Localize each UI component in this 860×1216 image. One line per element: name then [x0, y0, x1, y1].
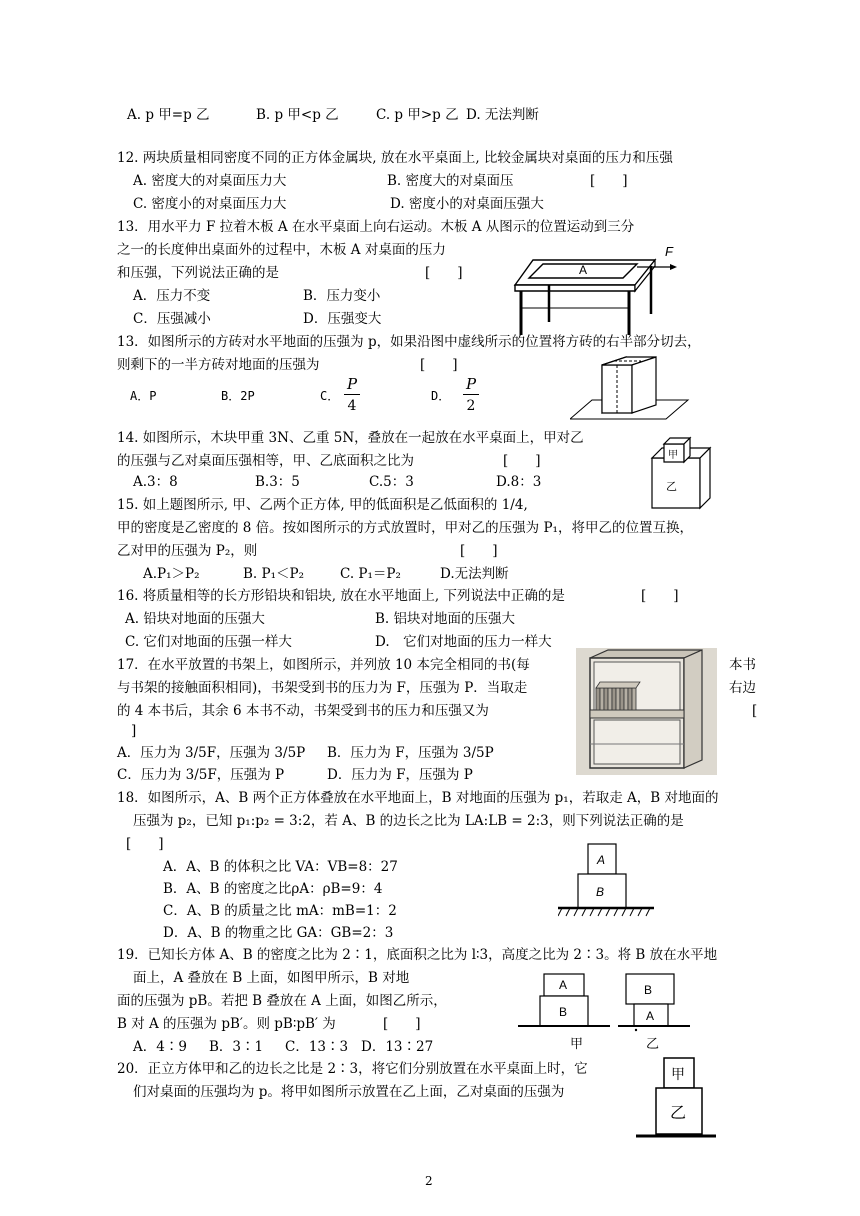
q17-stem-line3-right: [ [752, 703, 758, 719]
q14-option-b: B.3：5 [255, 474, 300, 490]
q18-option-d: D．A、B 的物重之比 GA：GB=2：3 [163, 925, 394, 941]
q19-stem-line3: 面的压强为 pB。若把 B 叠放在 A 上面，如图乙所示， [117, 993, 447, 1009]
q12-bracket: [ ] [590, 173, 628, 189]
q13a-option-a: A．压力不变 [133, 288, 211, 304]
q18-stem-line2: 压强为 p₂，已知 p₁:p₂ = 3:2，若 A、B 的边长之比为 LA:LB = 2:3，则下列说法正确的是 [133, 813, 684, 829]
q15-option-a: A.P₁＞P₂ [143, 566, 200, 582]
q14-bracket: [ ] [503, 453, 541, 469]
q16-option-b: B. 铝块对地面的压强大 [375, 611, 516, 627]
cube-yi-label: 乙 [670, 1105, 687, 1122]
q15-option-d: D.无法判断 [440, 566, 509, 582]
q19-option-d: D．13∶27 [361, 1039, 434, 1055]
fig-jia-top-label: A [559, 978, 568, 992]
fig-yi-caption: 乙 [646, 1036, 660, 1051]
fig-jia-bottom-label: B [559, 1005, 568, 1019]
q17-stem-line1: 17．在水平放置的书架上，如图所示，并列放 10 本完全相同的书(每 [117, 657, 530, 673]
q19-stem-line2: 面上，A 叠放在 B 上面，如图甲所示，B 对地 [133, 970, 410, 986]
q15-option-c: C. P₁＝P₂ [340, 566, 401, 582]
q13a-stem-line3: 和压强，下列说法正确的是 [117, 265, 279, 281]
q13b-option-c-label: C． [320, 389, 340, 403]
q19-stem-line4: B 对 A 的压强为 pB′。则 pB∶pB′ 为 [117, 1016, 336, 1032]
block-yi-label: 乙 [666, 481, 677, 493]
q11-option-c: C. p 甲>p 乙 [376, 107, 459, 123]
q18-stem-line1: 18．如图所示，A、B 两个正方体叠放在水平地面上，B 对地面的压强为 p₁，若取走 A，B 对地面的 [117, 790, 719, 806]
bookshelf-photo [576, 648, 717, 775]
q13a-stem-line2: 之一的长度伸出桌面外的过程中，木板 A 对桌面的压力 [117, 242, 446, 258]
q13a-option-b: B．压力变小 [303, 288, 381, 304]
q19-option-b: B．3∶1 [209, 1039, 264, 1055]
q15-stem-line2: 甲的密度是乙密度的 8 倍。按如图所示的方式放置时，甲对乙的压强为 P₁，将甲乙的位置互换， [117, 520, 693, 536]
q11-option-d: D. 无法判断 [466, 107, 539, 123]
q13b-option-d-numerator: P [465, 375, 477, 393]
cube-a-label: A [597, 853, 606, 867]
q15-stem-line3: 乙对甲的压强为 P₂，则 [117, 543, 258, 559]
q19-option-c: C．13∶3 [285, 1039, 349, 1055]
cubes-jia-yi-figure [636, 1054, 722, 1144]
q17-option-c: C．压力为 3/5F，压强为 P [117, 767, 285, 783]
q17-stem-line4: ] [131, 723, 137, 739]
q19-bracket: [ ] [383, 1016, 421, 1032]
q13b-option-b: B．2P [221, 389, 255, 403]
q16-stem: 16. 将质量相等的长方形铅块和铝块, 放在水平地面上, 下列说法中正确的是 [117, 588, 565, 604]
q18-option-a: A．A、B 的体积之比 VA：VB=8：27 [163, 859, 398, 875]
q20-stem-line2: 们对桌面的压强均为 p。将甲如图所示放置在乙上面，乙对桌面的压强为 [133, 1084, 565, 1100]
q17-option-d: D．压力为 F，压强为 P [327, 767, 473, 783]
stacked-blocks-figure [642, 432, 722, 510]
q13a-stem-line1: 13．用水平力 F 拉着木板 A 在水平桌面上向右运动。木板 A 从图示的位置运动到三分 [117, 219, 635, 235]
q18-option-b: B．A、B 的密度之比ρA：ρB=9：4 [163, 881, 383, 897]
cube-b-label: B [596, 885, 605, 899]
q13b-option-d-label: D． [431, 389, 451, 403]
q19-option-a: A．4∶9 [133, 1039, 187, 1055]
q12-option-a: A. 密度大的对桌面压力大 [133, 173, 287, 189]
q13b-option-c-denominator: 4 [347, 398, 357, 414]
q16-option-d: D. 它们对地面的压力一样大 [375, 634, 552, 650]
q17-stem-line2: 与书架的接触面积相同)，书架受到书的压力为 F，压强为 P．当取走 [117, 680, 528, 696]
fig-jia-caption: 甲 [570, 1036, 584, 1051]
q13a-option-d: D．压强变大 [303, 311, 382, 327]
q12-option-c: C. 密度小的对桌面压力大 [133, 196, 287, 212]
q13a-bracket: [ ] [425, 265, 463, 281]
fig-yi-top-label: B [644, 983, 653, 997]
q14-stem-line2: 的压强与乙对桌面压强相等，甲、乙底面积之比为 [117, 453, 414, 469]
q12-option-d: D. 密度小的对桌面压强大 [390, 196, 544, 212]
q17-stem-line3: 的 4 本书后，其余 6 本书不动，书架受到书的压力和压强又为 [117, 703, 489, 719]
page-number: 2 [425, 1174, 433, 1188]
q19-stem-line1: 19．已知长方体 A、B 的密度之比为 2∶1，底面积之比为 l∶3，高度之比为 2∶3。将 B 放在水平地 [117, 947, 718, 963]
stacked-ab-figures [518, 970, 690, 1052]
q13b-stem-line2: 则剩下的一半方砖对地面的压强为 [117, 357, 320, 373]
q16-bracket: [ ] [641, 588, 679, 604]
q15-bracket: [ ] [460, 543, 498, 559]
board-a-label: A [579, 263, 588, 277]
q13b-option-c-numerator: P [346, 375, 358, 393]
q11-option-b: B. p 甲<p 乙 [256, 107, 339, 123]
q14-option-d: D.8：3 [496, 474, 542, 490]
table-board-figure [505, 240, 685, 340]
q17-stem-line2-right: 右边 [729, 680, 756, 696]
fig-yi-bottom-label: A [646, 1009, 655, 1023]
q11-option-a: A. p 甲=p 乙 [127, 107, 210, 123]
block-jia-label: 甲 [668, 450, 678, 461]
q13b-option-a: A．P [130, 389, 157, 403]
q17-option-a: A．压力为 3/5F，压强为 3/5P [117, 745, 306, 761]
force-f-label: F [665, 244, 673, 259]
q12-option-b: B. 密度大的对桌面压 [387, 173, 514, 189]
q18-stem-line3: [ ] [126, 836, 164, 852]
q17-option-b: B．压力为 F，压强为 3/5P [327, 745, 494, 761]
q16-option-a: A. 铅块对地面的压强大 [125, 611, 265, 627]
q13b-option-d-denominator: 2 [466, 398, 476, 414]
q13b-option-d-fraction-bar [463, 394, 479, 395]
q18-option-c: C．A、B 的质量之比 mA：mB=1：2 [163, 903, 397, 919]
q13b-bracket: [ ] [420, 357, 458, 373]
q13a-option-c: C．压强减小 [133, 311, 211, 327]
cubes-ab-figure [558, 840, 658, 920]
q14-option-a: A.3：8 [133, 474, 178, 490]
q12-stem: 12. 两块质量相同密度不同的正方体金属块, 放在水平桌面上, 比较金属块对桌面的压力和压强 [117, 150, 673, 166]
cube-jia-label: 甲 [671, 1066, 685, 1082]
q17-stem-line1-right: 本书 [729, 657, 756, 673]
q15-option-b: B. P₁＜P₂ [243, 566, 304, 582]
q14-option-c: C.5：3 [369, 474, 414, 490]
q14-stem-line1: 14. 如图所示，木块甲重 3N、乙重 5N，叠放在一起放在水平桌面上，甲对乙 [117, 430, 584, 446]
q20-stem-line1: 20．正立方体甲和乙的边长之比是 2∶3，将它们分别放置在水平桌面上时，它 [117, 1061, 588, 1077]
q13b-option-c-fraction-bar [344, 394, 360, 395]
brick-figure [570, 355, 690, 420]
q16-option-c: C. 它们对地面的压强一样大 [125, 634, 292, 650]
q13b-stem-line1: 13．如图所示的方砖对水平地面的压强为 p，如果沿图中虚线所示的位置将方砖的右半部分切去， [117, 334, 701, 350]
q15-stem-line1: 15. 如上题图所示, 甲、乙两个正方体, 甲的低面积是乙低面积的 1/4, [117, 497, 528, 513]
